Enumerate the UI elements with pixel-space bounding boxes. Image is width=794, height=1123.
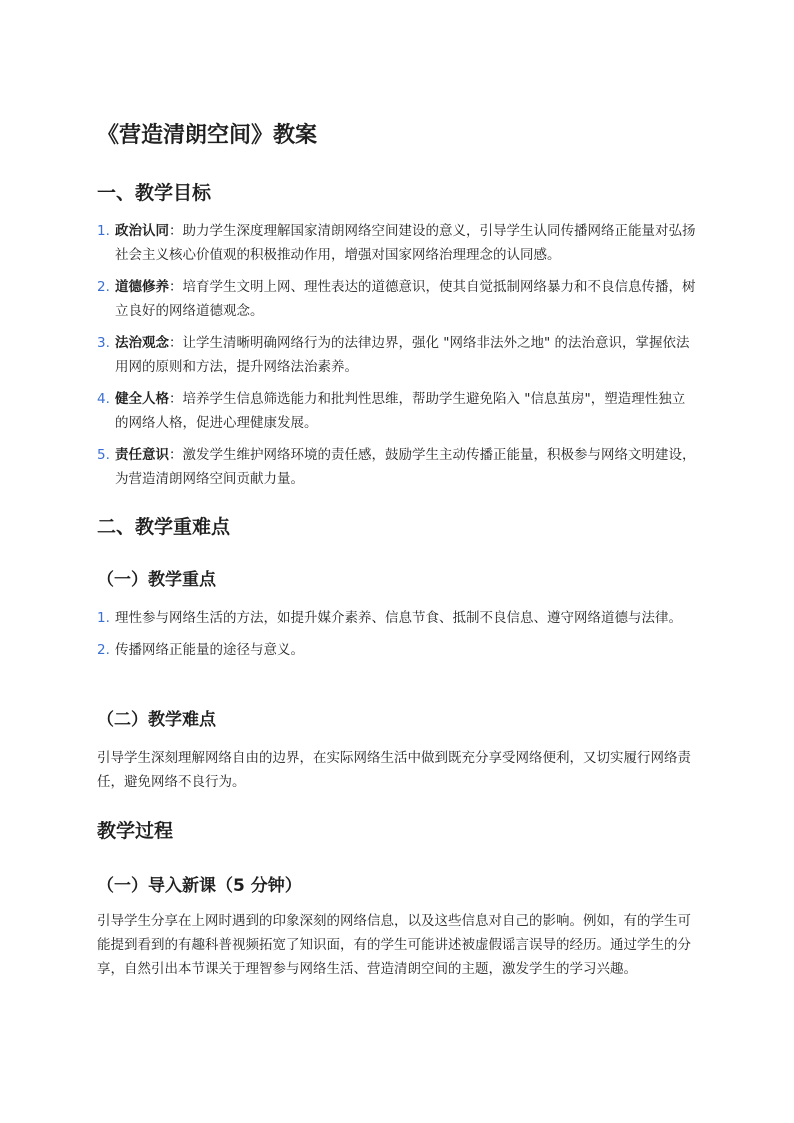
list-number: 1. (97, 610, 110, 626)
focus-list (97, 606, 697, 670)
list-item (97, 443, 697, 491)
list-number: 3. (97, 335, 110, 351)
list-item-text: ：培育学生文明上网、理性表达的道德意识，使其自觉抵制网络暴力和不良信息传播，树立良好的网络道德观念。 (115, 279, 696, 319)
introduction-paragraph: 引导学生分享在上网时遇到的印象深刻的网络信息，以及这些信息对自己的影响。例如，有的学生可能提到看到的有趣科普视频拓宽了知识面，有的学生可能讲述被虚假谣言误导的经历。通过学生的分享，自然引出本节课关于理智参与网络生活、营造清朗空间的主题，激发学生的学习兴趣。 (97, 913, 691, 977)
list-item-text: ：培养学生信息筛选能力和批判性思维，帮助学生避免陷入 "信息茧房"，塑造理性独立的网络人格，促进心理健康发展。 (115, 391, 686, 431)
section-heading-key-difficult-points: 二、教学重难点 (97, 516, 231, 538)
list-item (97, 275, 697, 323)
objectives-list (97, 219, 697, 499)
list-item-text: ：让学生清晰明确网络行为的法律边界，强化 "网络非法外之地" 的法治意识，掌握依法用网的原则和方法，提升网络法治素养。 (115, 335, 690, 375)
list-item (97, 387, 697, 435)
list-item-term: 道德修养 (115, 279, 169, 295)
section-heading-teaching-process: 教学过程 (97, 820, 174, 842)
list-item-text: ：激发学生维护网络环境的责任感，鼓励学生主动传播正能量，积极参与网络文明建设，为营造清朗网络空间贡献力量。 (115, 447, 696, 487)
list-number: 5. (97, 447, 110, 463)
subheading-introduction: （一）导入新课（5 分钟） (97, 876, 302, 896)
list-number: 4. (97, 391, 110, 407)
list-item-text: 传播网络正能量的途径与意义。 (115, 642, 304, 658)
list-number: 2. (97, 642, 110, 658)
list-number: 1. (97, 223, 110, 239)
list-item (97, 219, 697, 267)
difficulty-paragraph: 引导学生深刻理解网络自由的边界，在实际网络生活中做到既充分享受网络便利，又切实履行网络责任，避免网络不良行为。 (97, 750, 691, 790)
list-item (97, 331, 697, 379)
list-number: 2. (97, 279, 110, 295)
subheading-teaching-focus: （一）教学重点 (97, 570, 216, 590)
list-item-text: 理性参与网络生活的方法，如提升媒介素养、信息节食、抵制不良信息、遵守网络道德与法律。 (115, 610, 682, 626)
list-item-text: ：助力学生深度理解国家清朗网络空间建设的意义，引导学生认同传播网络正能量对弘扬社会主义核心价值观的积极推动作用，增强对国家网络治理理念的认同感。 (115, 223, 696, 263)
section-heading-teaching-objectives: 一、教学目标 (97, 182, 212, 204)
list-item-term: 健全人格 (115, 391, 169, 407)
subheading-teaching-difficulty: （二）教学难点 (97, 710, 216, 730)
document-title: 《营造清朗空间》教案 (97, 123, 318, 148)
list-item-term: 责任意识 (115, 447, 169, 463)
list-item (97, 606, 697, 630)
list-item-term: 法治观念 (115, 335, 169, 351)
list-item (97, 638, 697, 662)
list-item-term: 政治认同 (115, 223, 169, 239)
